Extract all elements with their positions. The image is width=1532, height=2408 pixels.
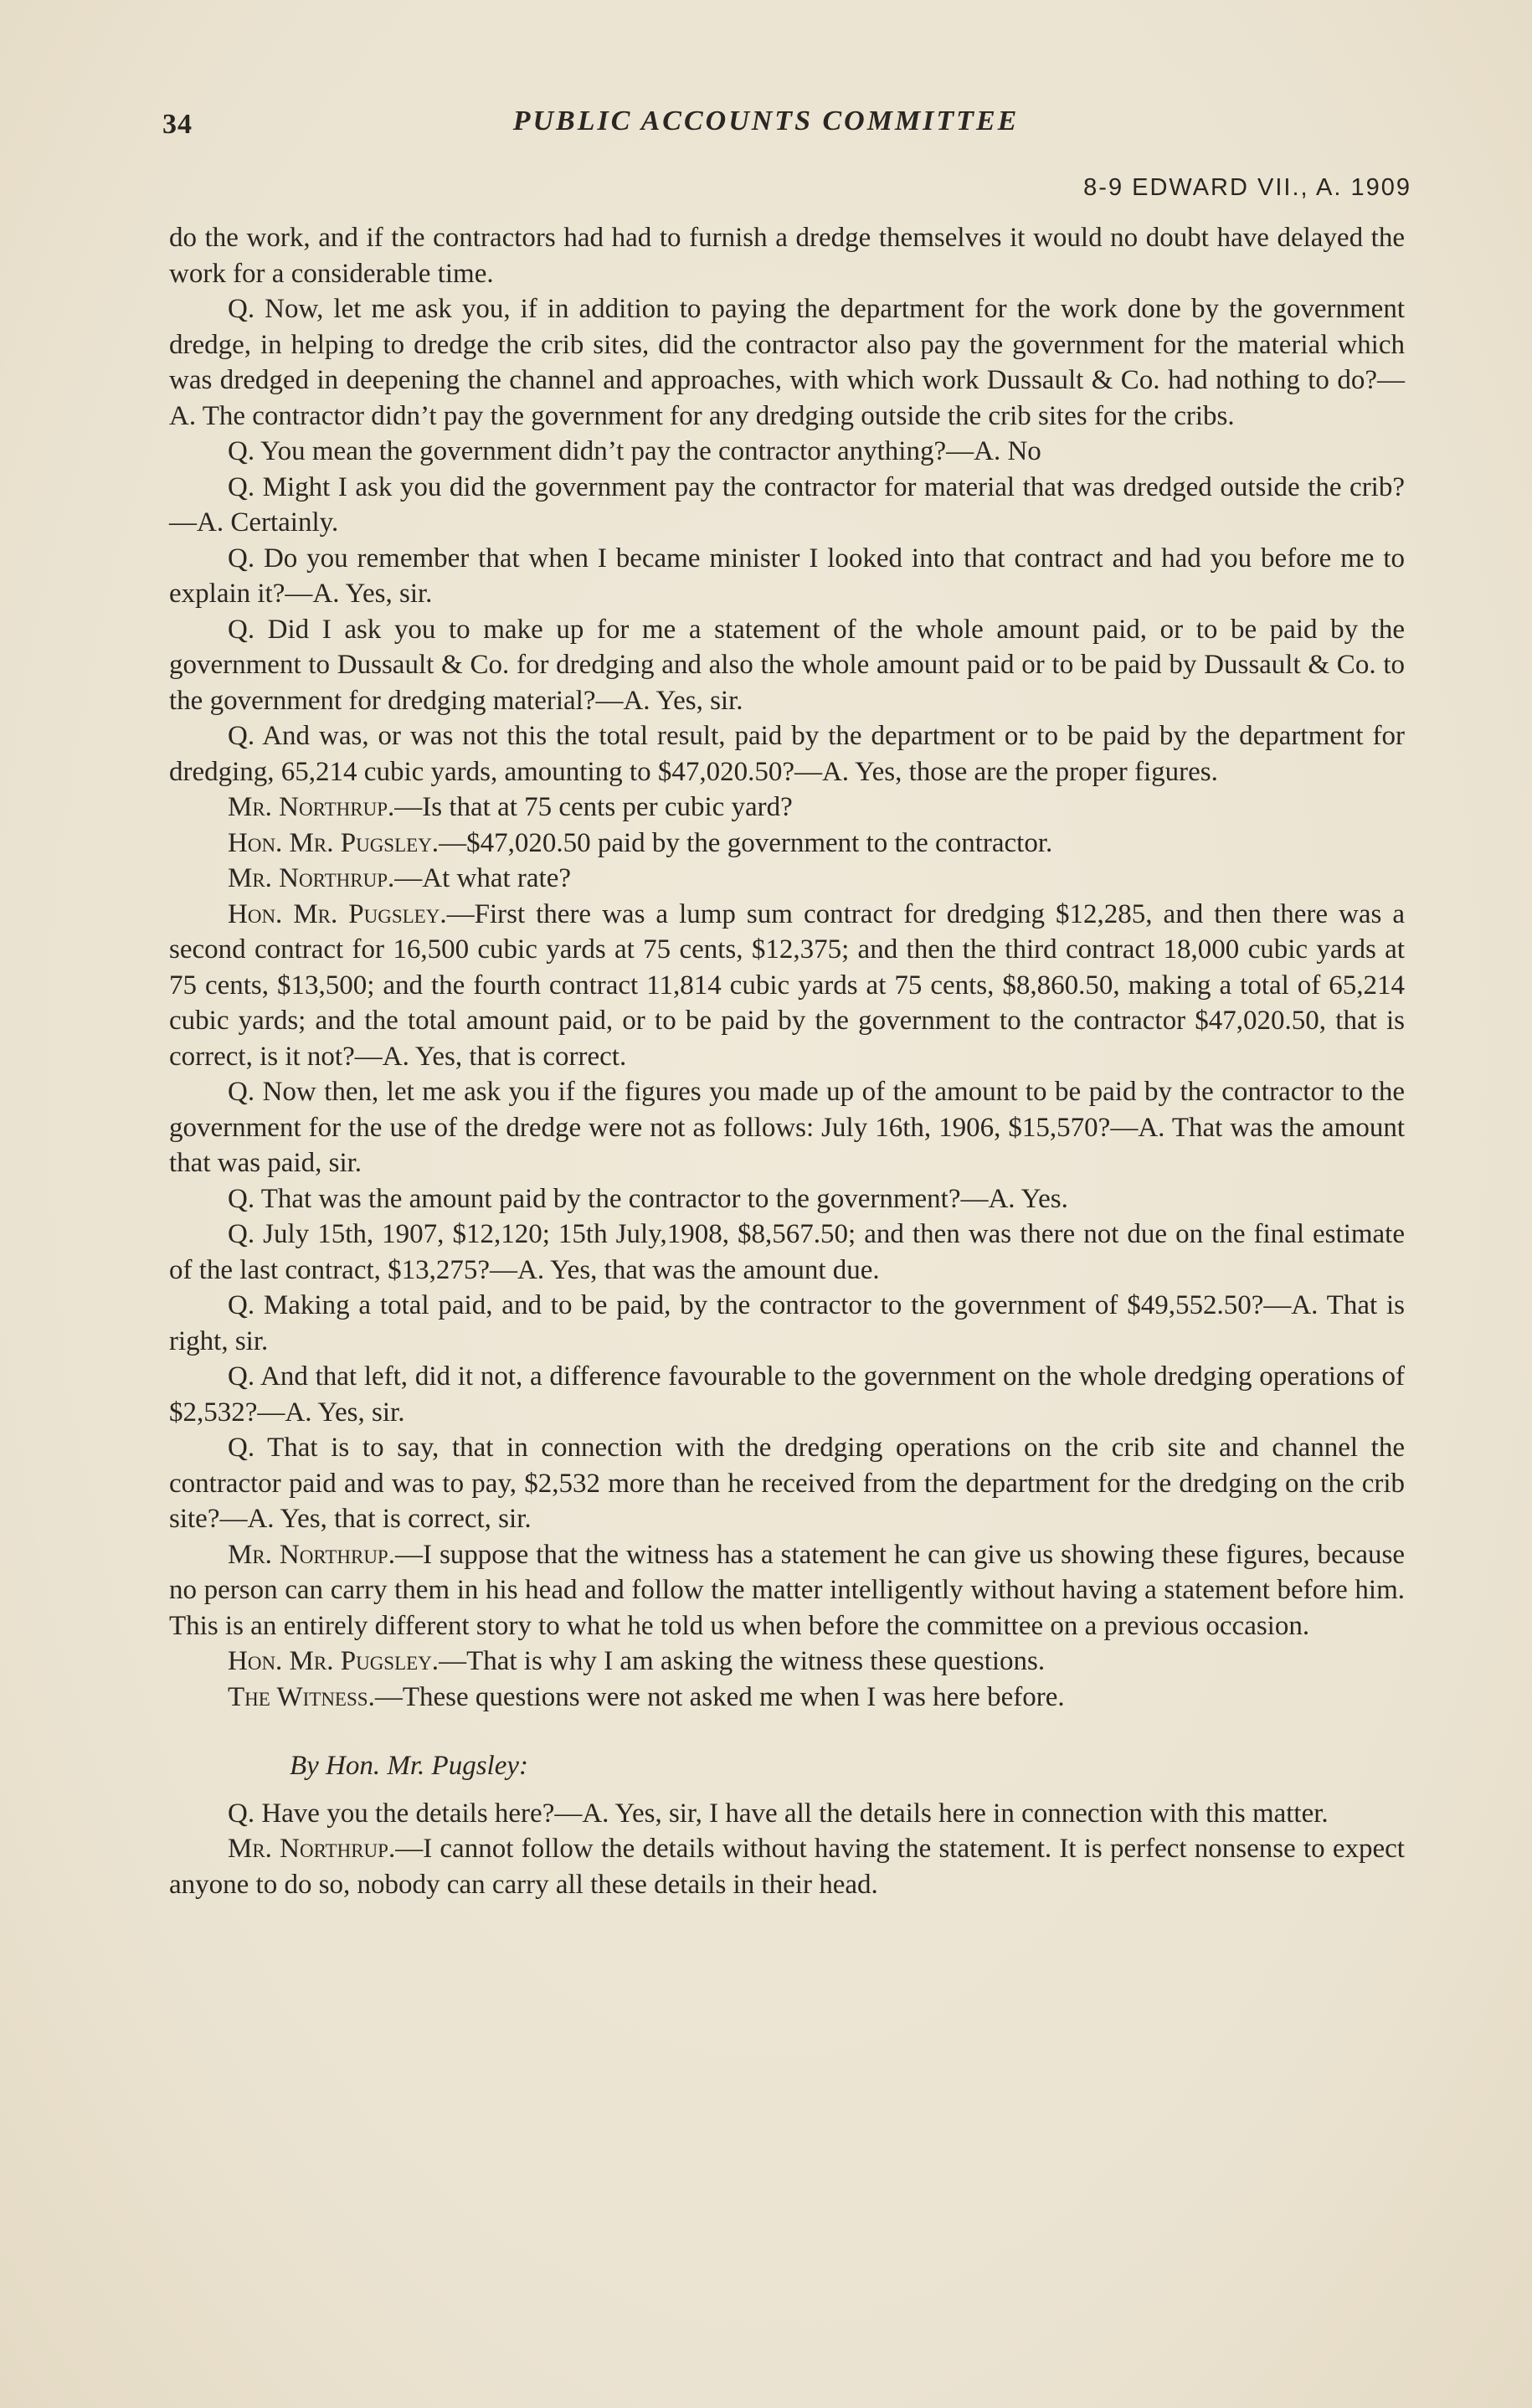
paragraph: Q. Now then, let me ask you if the figures you made up of the amount to be paid by the contractor to the government for the use of the dredge were not as follows: July 16th, 1906, $15,570?—A. That was the amount that was paid, sir.: [169, 1077, 1405, 1178]
paragraph: Q. That was the amount paid by the contractor to the government?—A. Yes.: [228, 1183, 1068, 1214]
paragraph: Q. Making a total paid, and to be paid, by the contractor to the government of $49,552.50?—A. That is right, sir.: [169, 1290, 1405, 1356]
paragraph: Mr. Northrup.—I suppose that the witness has a statement he can give us showing these figures, because no person can carry them in his head and follow the matter intelligently without having a statement before him. This is an entirely different story to what he told us when before the committee on a previous occasion.: [169, 1539, 1405, 1641]
examiner-byline: By Hon. Mr. Pugsley:: [290, 1751, 529, 1781]
paragraph: Hon. Mr. Pugsley.—$47,020.50 paid by the government to the contractor.: [228, 827, 1053, 858]
speaker: Mr. Northrup.: [228, 1834, 396, 1864]
speaker: Mr. Northrup.: [228, 792, 395, 822]
paragraph: Mr. Northrup.—Is that at 75 cents per cubic yard?: [228, 792, 793, 822]
paragraph: Q. You mean the government didn’t pay the contractor anything?—A. No: [228, 436, 1041, 466]
paragraph: Q. Have you the details here?—A. Yes, sir, I have all the details here in connection with this matter.: [228, 1798, 1329, 1829]
session-label: 8-9 EDWARD VII., A. 1909: [1083, 174, 1411, 201]
paragraph: Q. That is to say, that in connection with the dredging operations on the crib site and channel the contractor paid and was to pay, $2,532 more than he received from the department for the dredging on the crib site?—A. Yes, that is correct, sir.: [169, 1433, 1405, 1534]
page-number: 34: [162, 109, 193, 140]
speaker: Hon. Mr. Pugsley.: [228, 1646, 440, 1676]
paragraph: Q. Might I ask you did the government pay the contractor for material that was dredged outside the crib?—A. Certainly.: [169, 471, 1405, 538]
speaker: Mr. Northrup.: [228, 863, 395, 893]
paragraph: Q. Do you remember that when I became minister I looked into that contract and had you before me to explain it?—A. Yes, sir.: [169, 543, 1405, 609]
speaker: Hon. Mr. Pugsley.: [228, 898, 447, 929]
paragraph: Q. And was, or was not this the total result, paid by the department or to be paid by the department for dredging, 65,214 cubic yards, amounting to $47,020.50?—A. Yes, those are the proper figures.: [169, 721, 1405, 787]
paragraph: Q. Did I ask you to make up for me a statement of the whole amount paid, or to be paid by the government to Dussault & Co. for dredging and also the whole amount paid or to be paid by Dussault & Co. to the government for dredging material?—A. Yes, sir.: [169, 614, 1405, 716]
speaker: Hon. Mr. Pugsley.: [228, 827, 440, 858]
body-text: [169, 220, 1405, 1902]
speaker: Mr. Northrup.: [228, 1539, 395, 1570]
paragraph: Q. And that left, did it not, a difference favourable to the government on the whole dredging operations of $2,532?—A. Yes, sir.: [169, 1361, 1405, 1428]
paragraph: do the work, and if the contractors had had to furnish a dredge themselves it would no doubt have delayed the work for a considerable time.: [169, 223, 1405, 289]
paragraph: Hon. Mr. Pugsley.—That is why I am asking the witness these questions.: [228, 1646, 1046, 1676]
paragraph: Mr. Northrup.—At what rate?: [228, 863, 571, 893]
paragraph: Q. Now, let me ask you, if in addition to paying the department for the work done by the government dredge, in helping to dredge the crib sites, did the contractor also pay the government for the material which was dredged in deepening the channel and approaches, with which work Dussault & Co. had nothing to do?—A. The contractor didn’t pay the government for any dredging outside the crib sites for the cribs.: [169, 294, 1405, 431]
speaker: The Witness.: [228, 1681, 375, 1712]
paragraph: Mr. Northrup.—I cannot follow the details without having the statement. It is perfect nonsense to expect anyone to do so, nobody can carry all these details in their head.: [169, 1834, 1405, 1900]
paragraph: Q. July 15th, 1907, $12,120; 15th July,1908, $8,567.50; and then was there not due on the final estimate of the last contract, $13,275?—A. Yes, that was the amount due.: [169, 1219, 1405, 1285]
running-title: PUBLIC ACCOUNTS COMMITTEE: [512, 105, 1020, 136]
paragraph: Hon. Mr. Pugsley.—First there was a lump sum contract for dredging $12,285, and then there was a second contract for 16,500 cubic yards at 75 cents, $12,375; and then the third contract 18,000 cubic yards at 75 cents, $13,500; and the fourth contract 11,814 cubic yards at 75 cents, $8,860.50, making a total of 65,214 cubic yards; and the total amount paid, or to be paid by the government to the contractor $47,020.50, that is correct, is it not?—A. Yes, that is correct.: [169, 898, 1405, 1072]
paragraph: The Witness.—These questions were not asked me when I was here before.: [228, 1681, 1065, 1712]
